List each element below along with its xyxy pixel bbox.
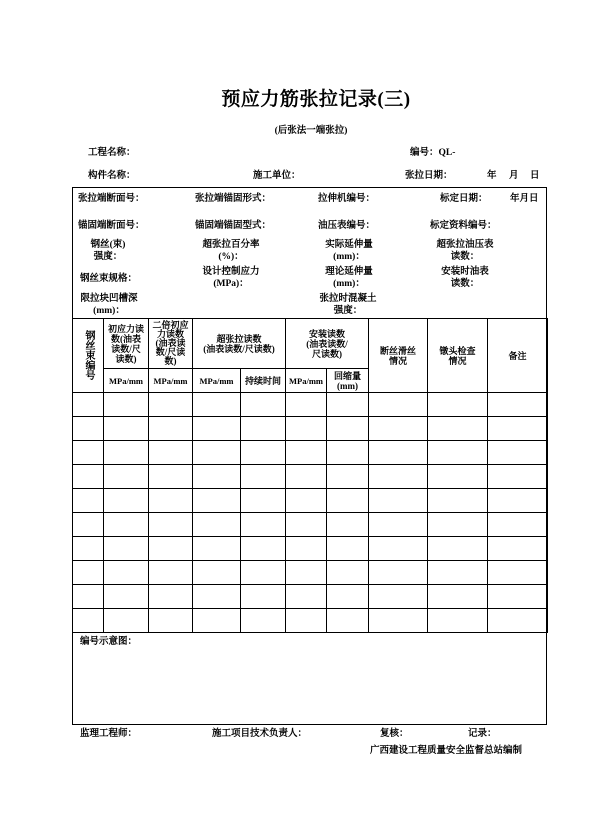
- project-name-label: 工程名称：: [88, 148, 136, 158]
- table-cell: [428, 513, 488, 537]
- design-control-stress-label: 设计控制应力 (MPa)：: [202, 267, 260, 289]
- table-cell: [327, 561, 369, 585]
- table-cell: [286, 441, 327, 465]
- table-cell: [428, 441, 488, 465]
- table-cell: [327, 393, 369, 417]
- table-cell: [73, 393, 104, 417]
- limit-block-groove-depth-label: 限拉块凹槽深 (mm)：: [80, 294, 138, 316]
- table-cell: [327, 441, 369, 465]
- table-row: [73, 585, 548, 609]
- page-subtitle: (后张法一端张拉): [274, 126, 348, 136]
- concrete-strength-at-tension-label: 张拉时混凝土 强度：: [319, 294, 377, 316]
- table-cell: [327, 417, 369, 441]
- table-cell: [193, 489, 241, 513]
- page-title: 预应力筋张拉记录(三): [221, 89, 411, 110]
- strand-spec-label: 钢丝束规格：: [80, 274, 138, 284]
- table-cell: [369, 537, 428, 561]
- reviewer-signature-label: 复核：: [380, 729, 409, 739]
- table-cell: [428, 609, 488, 633]
- strand-strength-label: 钢丝(束) 强度：: [90, 240, 126, 262]
- calibration-date-label: 标定日期：: [440, 194, 488, 204]
- table-cell: [488, 561, 548, 585]
- col-header-strand-number-label: 钢丝束编号: [83, 329, 94, 380]
- table-cell: [193, 441, 241, 465]
- table-cell: [104, 513, 149, 537]
- table-cell: [149, 609, 193, 633]
- subheader-install-retraction: 回缩量 (mm): [327, 369, 369, 393]
- table-cell: [369, 489, 428, 513]
- table-cell: [241, 561, 286, 585]
- tension-record-table: [72, 318, 548, 633]
- technical-lead-signature-label: 施工项目技术负责人：: [212, 729, 308, 739]
- table-cell: [73, 561, 104, 585]
- anchor-end-anchor-type-label: 锚固端锚固型式：: [195, 221, 272, 231]
- table-cell: [73, 537, 104, 561]
- tension-end-section-label: 张拉端断面号：: [78, 194, 145, 204]
- table-cell: [193, 513, 241, 537]
- table-cell: [428, 561, 488, 585]
- subheader-install-unit: MPa/mm: [286, 369, 327, 393]
- table-cell: [327, 489, 369, 513]
- table-cell: [488, 513, 548, 537]
- table-cell: [193, 393, 241, 417]
- table-cell: [488, 393, 548, 417]
- calibration-date-ymd: 年月日: [510, 194, 539, 204]
- col-header-over-tension-reading: 超张拉读数 (油表读数/尺读数): [193, 319, 286, 369]
- construction-unit-label: 施工单位：: [253, 171, 301, 181]
- table-cell: [488, 441, 548, 465]
- table-cell: [193, 609, 241, 633]
- tension-date-day: 日: [530, 171, 540, 181]
- component-name-label: 构件名称：: [88, 171, 136, 181]
- tension-end-anchor-type-label: 张拉端锚固形式：: [195, 194, 272, 204]
- table-cell: [286, 561, 327, 585]
- table-cell: [193, 417, 241, 441]
- table-cell: [241, 513, 286, 537]
- table-row: [73, 417, 548, 441]
- table-cell: [104, 465, 149, 489]
- table-cell: [73, 441, 104, 465]
- table-cell: [241, 393, 286, 417]
- table-cell: [488, 489, 548, 513]
- table-cell: [104, 537, 149, 561]
- col-header-upset-head-check: 镦头检查 情况: [428, 319, 488, 393]
- issuer-footer: 广西建设工程质量安全监督总站编制: [370, 746, 523, 756]
- table-row: [73, 465, 548, 489]
- jack-number-label: 拉伸机编号：: [318, 194, 376, 204]
- table-cell: [428, 585, 488, 609]
- table-cell: [369, 441, 428, 465]
- table-cell: [369, 561, 428, 585]
- table-cell: [73, 417, 104, 441]
- table-cell: [369, 393, 428, 417]
- table-cell: [286, 585, 327, 609]
- table-row: [73, 537, 548, 561]
- table-cell: [149, 537, 193, 561]
- table-cell: [193, 537, 241, 561]
- theoretical-elongation-label: 理论延伸量 (mm)：: [325, 267, 373, 289]
- table-row: [73, 609, 548, 633]
- tension-date-label: 张拉日期：: [405, 171, 453, 181]
- tension-date-month: 月: [509, 171, 519, 181]
- table-row: [73, 393, 548, 417]
- col-header-remarks: 备注: [488, 319, 548, 393]
- table-cell: [488, 585, 548, 609]
- table-cell: [286, 417, 327, 441]
- over-tension-gauge-reading-label: 超张拉油压表 读数：: [436, 240, 494, 262]
- diagram-label: 编号示意图：: [80, 637, 138, 647]
- table-cell: [327, 609, 369, 633]
- table-cell: [241, 465, 286, 489]
- table-cell: [104, 393, 149, 417]
- subheader-double-initial-stress-unit: MPa/mm: [149, 369, 193, 393]
- table-body: [73, 393, 548, 633]
- table-cell: [104, 609, 149, 633]
- table-cell: [428, 465, 488, 489]
- table-cell: [327, 465, 369, 489]
- table-cell: [104, 561, 149, 585]
- table-row: [73, 441, 548, 465]
- table-cell: [149, 417, 193, 441]
- install-gauge-reading-label: 安装时油表 读数：: [441, 267, 489, 289]
- table-cell: [286, 489, 327, 513]
- table-cell: [286, 513, 327, 537]
- table-cell: [104, 585, 149, 609]
- oil-gauge-number-label: 油压表编号：: [318, 221, 376, 231]
- over-tension-percent-label: 超张拉百分率 (%)：: [202, 240, 260, 262]
- table-cell: [104, 489, 149, 513]
- table-cell: [104, 441, 149, 465]
- table-cell: [73, 609, 104, 633]
- table-cell: [327, 537, 369, 561]
- table-cell: [149, 561, 193, 585]
- table-cell: [193, 585, 241, 609]
- tension-date-year: 年: [487, 171, 497, 181]
- col-header-strand-number: [73, 319, 104, 393]
- record-code-label: 编号：QL-: [410, 148, 456, 158]
- subheader-over-tension-duration: 持续时间: [241, 369, 286, 393]
- col-header-double-initial-stress-reading: 二倍初应 力读数 (油表读 数/尺读 数): [149, 319, 193, 369]
- supervisor-signature-label: 监理工程师：: [80, 729, 138, 739]
- subheader-initial-stress-unit: MPa/mm: [104, 369, 149, 393]
- table-cell: [104, 417, 149, 441]
- anchor-end-section-label: 锚固端断面号：: [78, 221, 145, 231]
- table-cell: [241, 609, 286, 633]
- table-cell: [73, 585, 104, 609]
- table-cell: [149, 465, 193, 489]
- table-cell: [149, 393, 193, 417]
- table-cell: [369, 465, 428, 489]
- table-cell: [149, 513, 193, 537]
- table-row: [73, 513, 548, 537]
- table-cell: [428, 537, 488, 561]
- table-header-row: [73, 319, 548, 369]
- table-cell: [149, 585, 193, 609]
- table-cell: [193, 561, 241, 585]
- col-header-install-reading: 安装读数 (油表读数/ 尺读数): [286, 319, 369, 369]
- table-cell: [241, 537, 286, 561]
- table-cell: [488, 417, 548, 441]
- table-cell: [73, 465, 104, 489]
- table-cell: [369, 585, 428, 609]
- table-cell: [149, 441, 193, 465]
- table-cell: [488, 537, 548, 561]
- table-cell: [149, 489, 193, 513]
- table-cell: [286, 609, 327, 633]
- table-cell: [428, 489, 488, 513]
- table-row: [73, 561, 548, 585]
- calibration-record-number-label: 标定资料编号：: [430, 221, 497, 231]
- table-cell: [428, 393, 488, 417]
- table-cell: [193, 465, 241, 489]
- table-cell: [369, 417, 428, 441]
- col-header-broken-slip-wire: 断丝滑丝 情况: [369, 319, 428, 393]
- table-cell: [327, 585, 369, 609]
- recorder-signature-label: 记录：: [468, 729, 497, 739]
- actual-elongation-label: 实际延伸量 (mm)：: [325, 240, 373, 262]
- table-cell: [73, 489, 104, 513]
- table-cell: [286, 393, 327, 417]
- subheader-over-tension-unit: MPa/mm: [193, 369, 241, 393]
- table-cell: [286, 537, 327, 561]
- table-cell: [369, 513, 428, 537]
- table-cell: [73, 513, 104, 537]
- col-header-initial-stress-reading: 初应力读 数(油表 读数/尺 读数): [104, 319, 149, 369]
- table-cell: [327, 513, 369, 537]
- table-cell: [241, 417, 286, 441]
- table-row: [73, 489, 548, 513]
- table-cell: [286, 465, 327, 489]
- table-cell: [241, 585, 286, 609]
- table-cell: [241, 489, 286, 513]
- table-cell: [428, 417, 488, 441]
- table-cell: [488, 609, 548, 633]
- table-cell: [488, 465, 548, 489]
- table-cell: [369, 609, 428, 633]
- table-cell: [241, 441, 286, 465]
